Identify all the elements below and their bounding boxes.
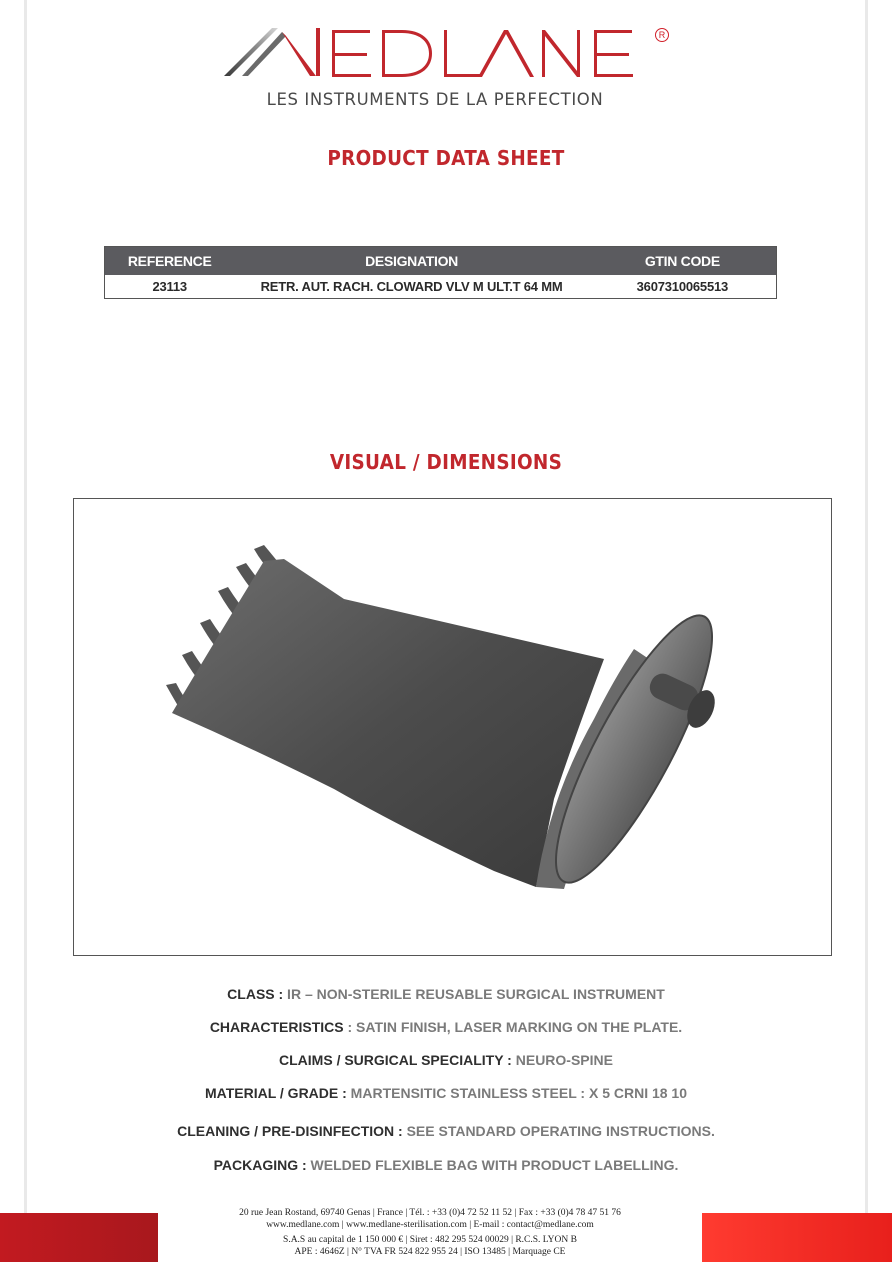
footer-company-info: S.A.S au capital de 1 150 000 € | Siret : 482 295 524 00029 | R.C.S. LYON B [283, 1235, 577, 1245]
spec-characteristics [0, 1019, 892, 1035]
spec-material [0, 1085, 892, 1101]
cell-reference: 23113 [152, 278, 187, 294]
spec-value: MARTENSITIC STAINLESS STEEL : X 5 CRNI 18 10 [346, 1085, 688, 1101]
visual-section-title: VISUAL / DIMENSIONS [329, 450, 563, 474]
spec-cleaning [0, 1123, 892, 1139]
brand-logo [220, 22, 680, 117]
retractor-blade-image [74, 499, 831, 955]
spec-value: NEURO-SPINE [511, 1052, 613, 1068]
footer-web-contacts: www.medlane.com | www.medlane-sterilisation.com | E-mail : contact@medlane.com [266, 1220, 594, 1230]
brand-tagline: LES INSTRUMENTS DE LA PERFECTION [266, 90, 604, 109]
product-image-frame [73, 498, 832, 956]
footer-registration-info: APE : 4646Z | N° TVA FR 524 822 955 24 | ISO 13485 | Marquage CE [294, 1247, 566, 1257]
spec-class [0, 986, 892, 1002]
spec-value: IR – NON-STERILE REUSABLE SURGICAL INSTRUMENT [283, 986, 665, 1002]
column-header-reference: REFERENCE [105, 247, 235, 275]
spec-value: SEE STANDARD OPERATING INSTRUCTIONS. [402, 1123, 715, 1139]
spec-label: CLAIMS / SURGICAL SPECIALITY : [279, 1052, 512, 1068]
medlane-wordmark-logo [220, 22, 660, 82]
column-header-designation: DESIGNATION [234, 247, 588, 275]
spec-claims [0, 1052, 892, 1068]
cell-designation: RETR. AUT. RACH. CLOWARD VLV M ULT.T 64 MM [260, 278, 563, 294]
column-header-gtin: GTIN CODE [589, 247, 777, 275]
spec-label: CLASS : [227, 986, 284, 1002]
reference-table [104, 246, 777, 299]
spec-value: WELDED FLEXIBLE BAG WITH PRODUCT LABELLING. [306, 1157, 679, 1173]
table-header-row [105, 247, 777, 275]
footer-accent-bar-left [0, 1213, 158, 1262]
cell-gtin: 3607310065513 [636, 278, 729, 294]
footer-address: 20 rue Jean Rostand, 69740 Genas | France | Tél. : +33 (0)4 72 52 11 52 | Fax : +33 (0)4 78 47 51 76 [239, 1208, 621, 1218]
footer-accent-bar-right [702, 1213, 892, 1262]
page-title: PRODUCT DATA SHEET [327, 146, 565, 170]
spec-packaging [0, 1157, 892, 1173]
spec-value: : SATIN FINISH, LASER MARKING ON THE PLATE. [343, 1019, 683, 1035]
spec-label: PACKAGING : [213, 1157, 307, 1173]
spec-label: MATERIAL / GRADE : [204, 1085, 347, 1101]
registered-mark: R [655, 28, 669, 42]
table-row [105, 275, 777, 299]
spec-label: CHARACTERISTICS [209, 1019, 344, 1035]
spec-label: CLEANING / PRE-DISINFECTION : [177, 1123, 403, 1139]
